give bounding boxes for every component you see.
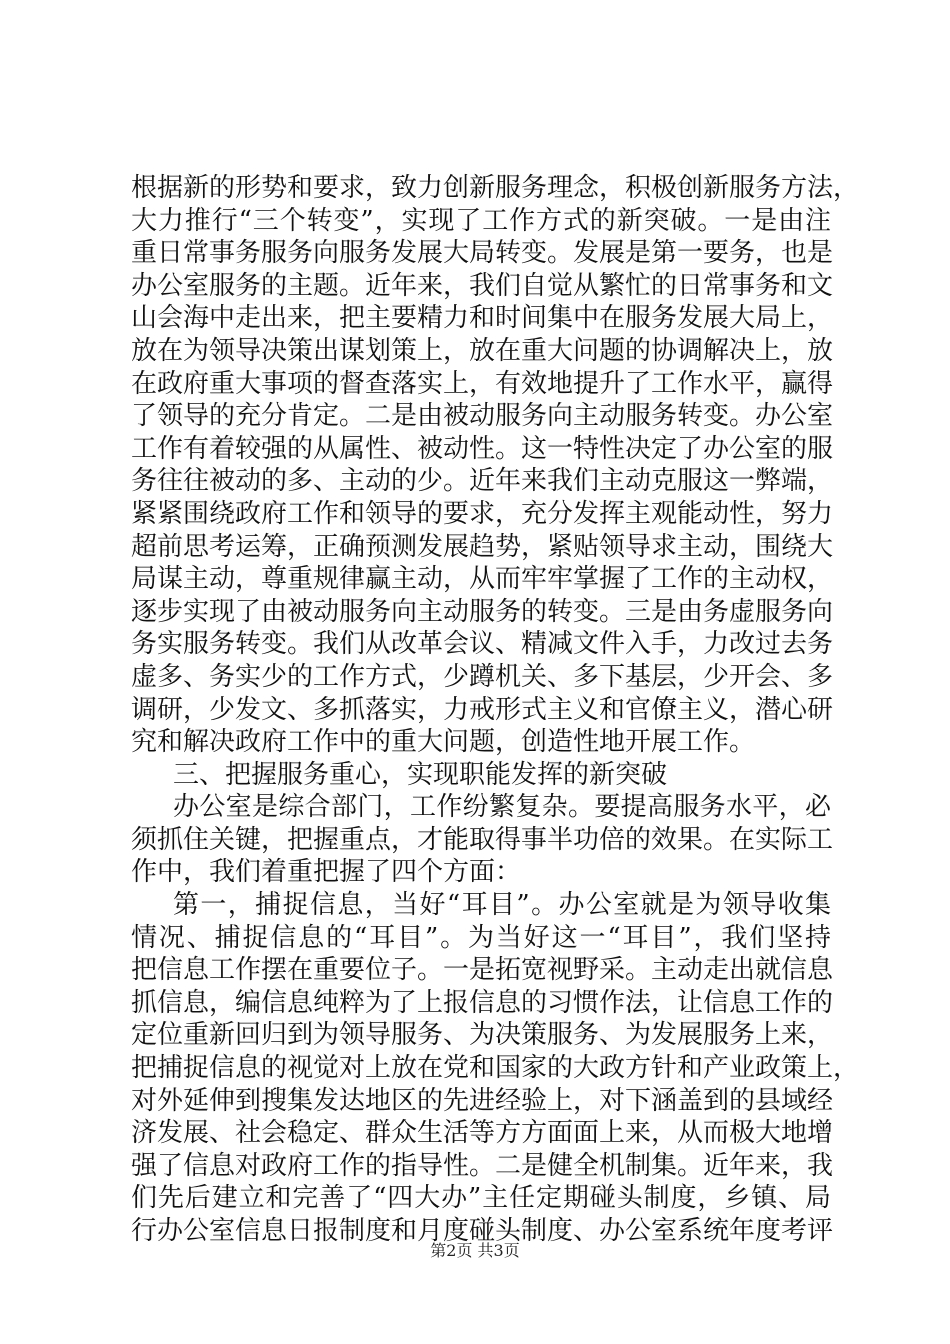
- body-text: [131, 172, 860, 1248]
- text-line: 虚多、务实少的工作方式，少蹲机关、多下基层，少开会、多: [131, 661, 834, 692]
- text-line: 在政府重大事项的督查落实上，有效地提升了工作水平，赢得: [131, 368, 834, 399]
- text-line: 抓信息，编信息纯粹为了上报信息的习惯作法，让信息工作的: [131, 987, 834, 1018]
- text-line: 作中，我们着重把握了四个方面：: [131, 857, 522, 888]
- text-line: 强了信息对政府工作的指导性。二是健全机制集。近年来，我: [131, 1150, 834, 1181]
- text-line: 超前思考运筹，正确预测发展趋势，紧贴领导求主动，围绕大: [131, 531, 834, 562]
- text-line: 对外延伸到搜集发达地区的先进经验上，对下涵盖到的县域经: [131, 1085, 834, 1116]
- text-line: 放在为领导决策出谋划策上，放在重大问题的协调解决上，放: [131, 335, 834, 366]
- text-line: 把信息工作摆在重要位子。一是拓宽视野采。主动走出就信息: [131, 955, 834, 986]
- text-line: 第一，捕捉信息，当好“耳目”。办公室就是为领导收集: [173, 890, 831, 921]
- text-line: 大力推行“三个转变”，实现了工作方式的新突破。一是由注: [131, 205, 831, 236]
- text-line: 办公室是综合部门，工作纷繁复杂。要提高服务水平，必: [173, 792, 831, 823]
- text-line: 了领导的充分肯定。二是由被动服务向主动服务转变。办公室: [131, 401, 834, 432]
- text-line: 须抓住关键，把握重点，才能取得事半功倍的效果。在实际工: [131, 824, 834, 855]
- text-line: 山会海中走出来，把主要精力和时间集中在服务发展大局上，: [131, 303, 834, 334]
- text-line: 调研，少发文、多抓落实，力戒形式主义和官僚主义，潜心研: [131, 694, 834, 725]
- text-line: 行办公室信息日报制度和月度碰头制度、办公室系统年度考评: [131, 1216, 834, 1246]
- text-line: 们先后建立和完善了“四大办”主任定期碰头制度，乡镇、局: [131, 1183, 831, 1214]
- text-line: 务实服务转变。我们从改革会议、精减文件入手，力改过去务: [131, 629, 834, 660]
- text-line: 工作有着较强的从属性、被动性。这一特性决定了办公室的服: [131, 433, 834, 464]
- text-line: 根据新的形势和要求，致力创新服务理念，积极创新服务方法，: [131, 173, 860, 203]
- text-line: 把捕捉信息的视觉对上放在党和国家的大政方针和产业政策上，: [131, 1053, 860, 1084]
- text-line: 办公室服务的主题。近年来，我们自觉从繁忙的日常事务和文: [131, 270, 834, 301]
- text-line: 重日常事务服务向服务发展大局转变。发展是第一要务，也是: [131, 238, 834, 269]
- text-line: 逐步实现了由被动服务向主动服务的转变。三是由务虚服务向: [131, 596, 834, 627]
- text-line: 济发展、社会稳定、群众生活等方方面面上来，从而极大地增: [131, 1118, 834, 1149]
- text-line: 究和解决政府工作中的重大问题，创造性地开展工作。: [131, 727, 756, 758]
- section-heading: 三、把握服务重心，实现职能发挥的新突破: [173, 759, 668, 790]
- text-line: 定位重新回归到为领导服务、为决策服务、为发展服务上来，: [131, 1020, 834, 1051]
- page-footer: 第2页 共3页: [430, 1241, 520, 1260]
- text-line: 情况、捕捉信息的“耳目”。为当好这一“耳目”，我们坚持: [131, 922, 831, 953]
- text-line: 局谋主动，尊重规律赢主动，从而牢牢掌握了工作的主动权，: [131, 564, 834, 595]
- text-line: 紧紧围绕政府工作和领导的要求，充分发挥主观能动性，努力: [131, 498, 834, 529]
- text-line: 务往往被动的多、主动的少。近年来我们主动克服这一弊端，: [131, 466, 834, 497]
